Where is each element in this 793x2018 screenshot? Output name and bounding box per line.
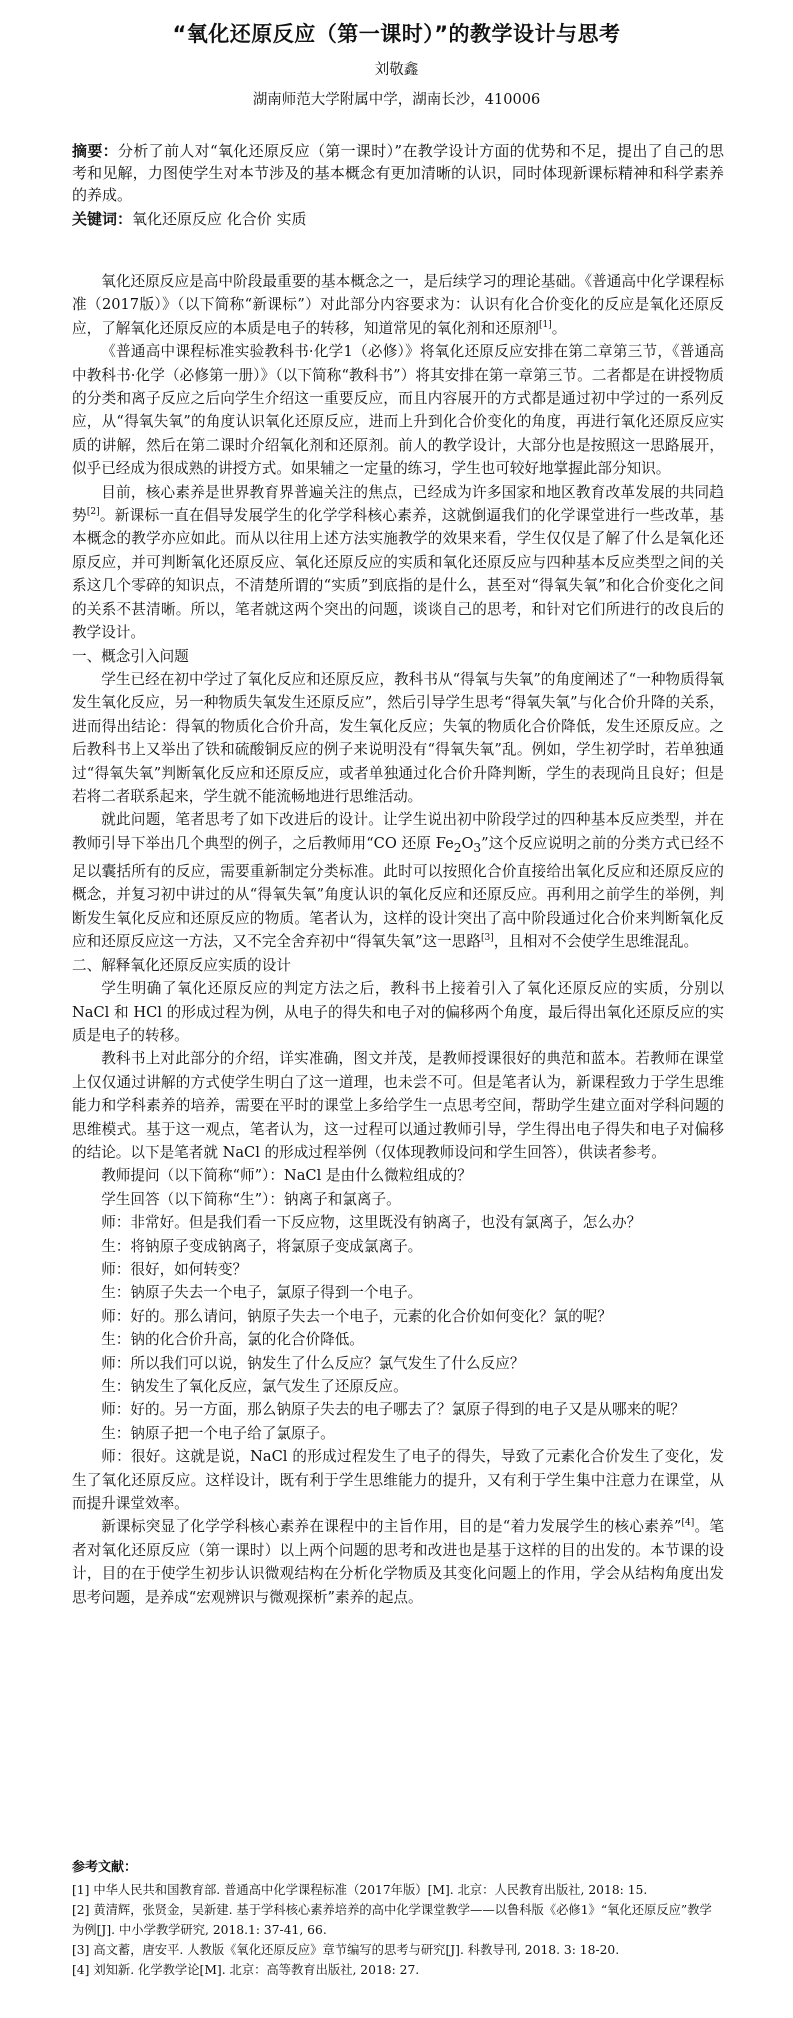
- dialog-line-1: 教师提问（以下简称“师”）：NaCl 是由什么微粒组成的？: [101, 1167, 472, 1185]
- dialog-line-3: 师：非常好。但是我们看一下反应物，这里既没有钠离子，也没有氯离子，怎么办？: [101, 1214, 642, 1232]
- dialog-line-2: 学生回答（以下简称“生”）：钠离子和氯离子。: [101, 1190, 401, 1208]
- keywords: [72, 208, 724, 230]
- dialog-line-7: 师：好的。那么请问，钠原子失去一个电子，元素的化合价如何变化？氯的呢？: [101, 1307, 612, 1325]
- dialog-line-4: 生：将钠原子变成钠离子，将氯原子变成氯离子。: [101, 1237, 423, 1255]
- abstract: [72, 140, 724, 206]
- body-paragraph-8-text-b: 。笔者对氧化还原反应（第一课时）以上两个问题的思考和改进也是基于这样的目的出发的。本节课的设计，目的在于使学生初步认识微观结构在分析化学物质及其变化问题上的作用，学会从结构角度出发思考问题，是养成“宏观辨识与微观探析”素养的起点。: [72, 1518, 724, 1606]
- paper-affiliation: 湖南师范大学附属中学，湖南长沙，410006: [252, 92, 541, 108]
- section-heading-1: 一、概念引入问题: [72, 647, 189, 665]
- subscript-o: 3: [473, 840, 482, 855]
- dialog-line-12: 生：钠原子把一个电子给了氯原子。: [101, 1424, 335, 1442]
- body-paragraph-6: 学生明确了氧化还原反应的判定方法之后，教科书上接着引入了氧化还原反应的实质，分别以 NaCl 和 HCl 的形成过程为例，从电子的得失和电子对的偏移两个角度，最后得出氧化还原反应的实质是电子的转移。: [72, 980, 724, 1044]
- body-paragraph-3-text-a: 目前，核心素养是世界教育界普遍关注的焦点，已经成为许多国家和地区教育改革发展的共同趋势: [72, 483, 724, 525]
- citation-3: [3]: [480, 933, 494, 944]
- keywords-label: 关键词：: [72, 210, 133, 228]
- dialog-line-9: 师：所以我们可以说，钠发生了什么反应？氯气发生了什么反应？: [101, 1354, 525, 1372]
- reference-item: [3] 高文蓄，唐安平. 人教版《氧化还原反应》章节编写的思考与研究[J]. 科教导刊, 2018. 3: 18-20.: [72, 1943, 620, 1957]
- body-paragraph-4: 学生已经在初中学过了氧化反应和还原反应，教科书从“得氧与失氧”的角度阐述了“一种物质得氧发生氧化反应，另一种物质失氧发生还原反应”，然后引导学生思考“得氧失氧”与化合价升降的关系，进而得出结论：得氧的物质化合价升高，发生氧化反应；失氧的物质化合价降低，发生还原反应。之后教科书上又举出了铁和硫酸铜反应的例子来说明没有“得氧失氧”乱。例如，学生初学时，若单独通过“得氧失氧”判断氧化反应和还原反应，或者单独通过化合价升降判断，学生的表现尚且良好；但是若将二者联系起来，学生就不能流畅地进行思维活动。: [72, 670, 724, 805]
- references-title: 参考文献：: [72, 1860, 138, 1875]
- dialog-line-6: 生：钠原子失去一个电子，氯原子得到一个电子。: [101, 1284, 423, 1302]
- section-heading-2: 二、解释氧化还原反应实质的设计: [72, 956, 291, 974]
- citation-2: [2]: [86, 507, 100, 518]
- body-paragraph-5: [72, 808, 724, 953]
- body-paragraph-3-text-b: 。新课标一直在倡导发展学生的化学学科核心素养，这就倒逼我们的化学课堂进行一些改革，基本概念的教学亦应如此。而从以往用上述方法实施教学的效果来看，学生仅仅是了解了什么是氧化还原反应，并可判断氧化还原反应、氧化还原反应的实质和氧化还原反应与四种基本反应类型之间的关系这几个零碎的知识点，不清楚所谓的“实质”到底指的是什么，甚至对“得氧失氧”和化合价变化之间的关系不甚清晰。所以，笔者就这两个突出的问题，谈谈自己的思考，和针对它们所进行的改良后的教学设计。: [72, 507, 724, 642]
- body-paragraph-5-text-b: ”这个反应说明之前的分类方式已经不足以囊括所有的反应，需要重新制定分类标准。此时可以按照化合价直接给出氧化反应和还原反应的概念，并复习初中讲过的从“得氧失氧”角度认识的氧化反应和还原反应。再利用之前学生的举例，判断发生氧化反应和还原反应的物质。笔者认为，这样的设计突出了高中阶段通过化合价来判断氧化反应和还原反应这一方法，又不完全舍弃初中“得氧失氧”这一思路: [72, 834, 724, 951]
- abstract-text: 分析了前人对“氧化还原反应（第一课时）”在教学设计方面的优势和不足，提出了自己的思考和见解，力图使学生对本节涉及的基本概念有更加清晰的认识，同时体现新课标精神和科学素养的养成。: [72, 142, 724, 204]
- body-paragraph-8-text-a: 新课标突显了化学学科核心素养在课程中的主旨作用，目的是“着力发展学生的核心素养”: [101, 1518, 682, 1536]
- citation-4: [4]: [681, 1518, 695, 1529]
- body-paragraph-1-text: 氧化还原反应是高中阶段最重要的基本概念之一，是后续学习的理论基础。《普通高中化学课程标准（2017版）》（以下简称“新课标”）对此部分内容要求为：认识有化合价变化的反应是氧化还原反应，了解氧化还原反应的本质是电子的转移，知道常见的氧化剂和还原剂: [72, 273, 724, 337]
- body-paragraph-7: 教科书上对此部分的介绍，详实准确，图文并茂，是教师授课很好的典范和蓝本。若教师在课堂上仅仅通过讲解的方式使学生明白了这一道理，也未尝不可。但是笔者认为，新课程致力于学生思维能力和学科素养的培养，需要在平时的课堂上多给学生一点思考空间，帮助学生建立面对学科问题的思维模式。基于这一观点，笔者认为，这一过程可以通过教师引导，学生得出电子得失和电子对偏移的结论。以下是笔者就 NaCl 的形成过程举例（仅体现教师设问和学生回答），供读者参考。: [72, 1050, 724, 1161]
- dialog-line-5: 师：很好，如何转变？: [101, 1260, 248, 1278]
- paper-body: [72, 270, 724, 1609]
- formula-o: O: [461, 834, 474, 852]
- abstract-label: 摘要：: [72, 142, 118, 160]
- body-paragraph-1: [72, 270, 724, 340]
- paper-title: “氧化还原反应（第一课时）”的教学设计与思考: [172, 22, 621, 46]
- dialog-line-13: 师：很好。这就是说，NaCl 的形成过程发生了电子的得失，导致了元素化合价发生了变化，发生了氧化还原反应。这样设计，既有利于学生思维能力的提升，又有利于学生集中注意力在课堂，从而提升课堂效率。: [72, 1448, 724, 1513]
- body-paragraph-2: 《普通高中课程标准实验教科书·化学1（必修）》将氧化还原反应安排在第二章第三节，《普通高中教科书·化学（必修第一册）》（以下简称“教科书”）将其安排在第一章第三节。二者都是在讲授物质的分类和离子反应之后向学生介绍这一重要反应，而且内容展开的方式都是通过初中学过的一系列反应，从“得氧失氧”的角度认识氧化还原反应，进而上升到化合价变化的角度，再进行氧化还原反应实质的讲解，然后在第二课时介绍氧化剂和还原剂。前人的教学设计，大部分也是按照这一思路展开，似乎已经成为很成熟的讲授方式。如果辅之一定量的练习，学生也可较好地掌握此部分知识。: [72, 343, 724, 478]
- reference-item: [1] 中华人民共和国教育部. 普通高中化学课程标准（2017年版）[M]. 北京：人民教育出版社, 2018: 15.: [72, 1883, 648, 1897]
- reference-item: [2] 黄清辉，张贤金，吴新建. 基于学科核心素养培养的高中化学课堂教学——以鲁科版《必修1》“氧化还原反应”教学为例[J]. 中小学教学研究, 2018.1: 37-41, 66.: [72, 1903, 712, 1937]
- body-paragraph-5-text-a: 就此问题，笔者思考了如下改进后的设计。让学生说出初中阶段学过的四种基本反应类型，并在教师引导下举出几个典型的例子，之后教师用“CO 还原 Fe: [72, 811, 724, 852]
- body-paragraph-3: [72, 481, 724, 645]
- citation-1: [1]: [539, 319, 552, 330]
- dialog-line-11: 师：好的。另一方面，那么钠原子失去的电子哪去了？氯原子得到的电子又是从哪来的呢？: [101, 1401, 685, 1419]
- dialog-line-10: 生：钠发生了氧化反应，氯气发生了还原反应。: [101, 1378, 408, 1395]
- body-paragraph-5-text-c: ，且相对不会使学生思维混乱。: [493, 933, 699, 951]
- reference-item: [4] 刘知新. 化学教学论[M]. 北京：高等教育出版社, 2018: 27.: [72, 1963, 420, 1977]
- keywords-text: 氧化还原反应 化合价 实质: [132, 210, 307, 228]
- references: [72, 1858, 724, 1980]
- body-paragraph-1-end: 。: [551, 319, 567, 337]
- paper-author: 刘敬鑫: [374, 62, 419, 78]
- subscript-fe: 2: [453, 840, 462, 855]
- body-paragraph-8: [72, 1515, 724, 1609]
- dialog-line-8: 生：钠的化合价升高，氯的化合价降低。: [101, 1331, 364, 1349]
